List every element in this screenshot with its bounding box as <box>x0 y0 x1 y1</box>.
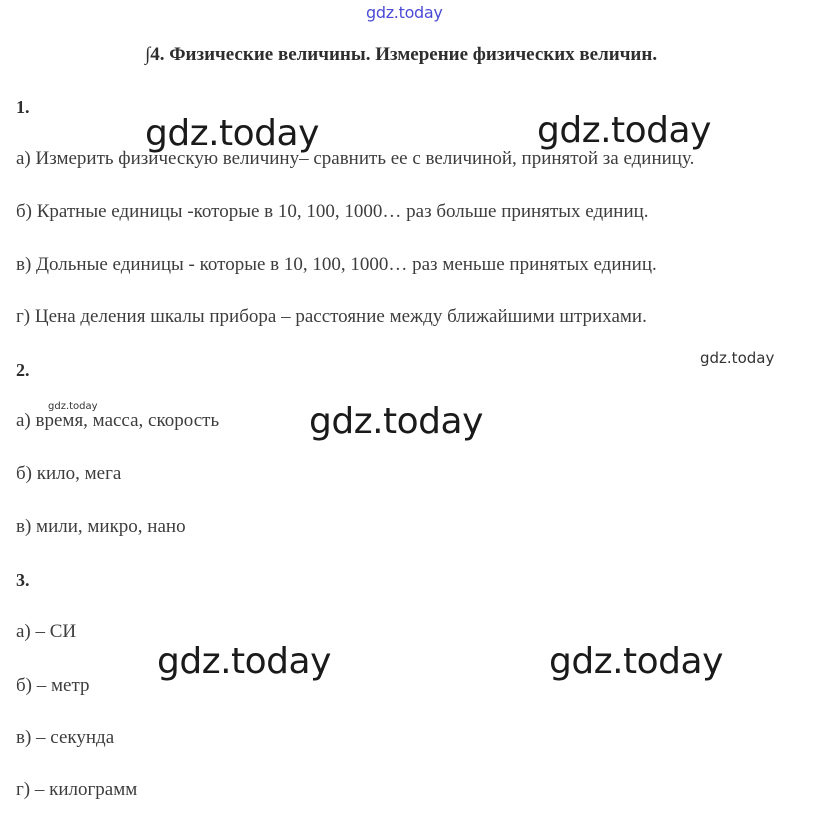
section-3-number: 3. <box>16 570 30 590</box>
watermark-large: gdz.today <box>157 641 331 682</box>
watermark-large: gdz.today <box>145 113 319 154</box>
section-1-item-b: б) Кратные единицы -которые в 10, 100, 1000… раз больше принятых единиц. <box>16 201 649 222</box>
section-1-number: 1. <box>16 97 30 117</box>
section-2-number: 2. <box>16 360 30 380</box>
page-title: ∫4. Физические величины. Измерение физических величин. <box>145 44 658 65</box>
section-3-item-c: в) – секунда <box>16 727 115 748</box>
section-2-item-a: а) время, масса, скорость <box>16 410 220 431</box>
section-1-item-d: г) Цена деления шкалы прибора – расстояние между ближайшими штрихами. <box>16 306 647 327</box>
section-2-item-b: б) кило, мега <box>16 463 122 484</box>
section-3-item-b: б) – метр <box>16 675 90 696</box>
watermark-small: gdz.today <box>48 401 98 412</box>
watermark-top: gdz.today <box>366 3 443 22</box>
watermark-medium: gdz.today <box>700 349 775 367</box>
watermark-large: gdz.today <box>549 641 723 682</box>
section-3-item-a: а) – СИ <box>16 621 77 642</box>
section-3-item-d: г) – килограмм <box>16 779 138 800</box>
section-1-item-a: а) Измерить физическую величину– сравнить ее с величиной, принятой за единицу. <box>16 148 695 169</box>
section-1-item-c: в) Дольные единицы - которые в 10, 100, 1000… раз меньше принятых единиц. <box>16 254 657 275</box>
watermark-large: gdz.today <box>309 401 483 442</box>
section-2-item-c: в) мили, микро, нано <box>16 516 186 537</box>
watermark-large: gdz.today <box>537 110 711 151</box>
